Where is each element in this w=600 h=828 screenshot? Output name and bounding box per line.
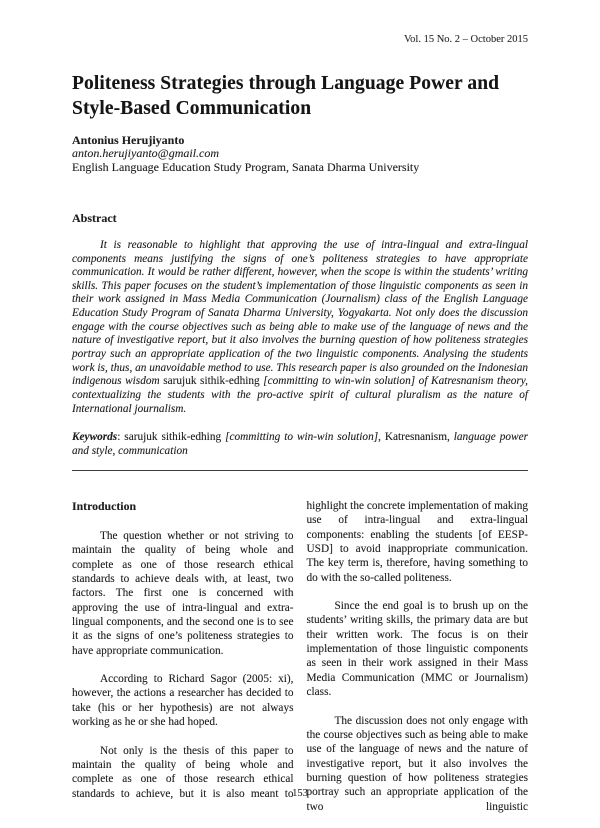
article-title: Politeness Strategies through Language Power and Style-Based Communication bbox=[72, 73, 500, 120]
abstract-text-part1: It is reasonable to highlight that approving the use of intra-lingual and extra-lingual components means justifying the signs of one’s politeness strategies to have appropriate communication. It would be rather different, however, when the scope is within the students’ writing skills. This paper focuses on the student’s implementation of those linguistic components as seen in their work assigned in Mass Media Communication (Journalism) class of the English Language Education Study Program of Sanata Dharma University, Yogyakarta. Not only does the discussion engage with the course objectives such as being able to make use of the language of news and the nature of investigative report, but it also involves the burning question of how politeness strategies portray such an appropriate application of the two linguistic components. Analysing the students work is, thus, an unavoidable method to use. This research paper is also grounded on the Indonesian indigenous wisdom bbox=[72, 238, 528, 388]
abstract-text-part2: [committing to win-win solution] of Katresnanism theory, contextualizing the students with the pro-active spirit of cultural pluralism as the nature of International journalism. bbox=[72, 375, 528, 415]
author-block bbox=[72, 134, 528, 174]
right-column bbox=[307, 499, 529, 828]
two-column-body bbox=[72, 499, 528, 828]
keywords-label: Keywords bbox=[72, 431, 118, 444]
abstract-indigenous-term: sarujuk sithik-edhing bbox=[163, 375, 260, 388]
body-paragraph: Not only is the thesis of this paper to maintain the quality of being whole and complete as one of those research ethical standards to achieve, but it is also meant to bbox=[72, 744, 294, 800]
author-affiliation: English Language Education Study Program, Sanata Dharma University bbox=[72, 159, 420, 174]
body-paragraph: Since the end goal is to brush up on the students’ writing skills, the primary data are but their written work. The focus is on their implementation of those linguistic components as seen in their work assigned in their Mass Media Communication (MMC or Journalism) class. bbox=[306, 600, 528, 699]
body-paragraph: The question whether or not striving to maintain the quality of being whole and complete as one of those research ethical standards to achieve deals with, at least, two factors. The first one is concerned with approving the use of intra-lingual and extra-lingual components, and the second one is to see it as the signs of one’s politeness strategies to have appropriate communication. bbox=[72, 529, 294, 657]
keywords-colon: : bbox=[117, 431, 125, 444]
keywords-middle: , Katresnanism, bbox=[378, 431, 454, 444]
left-column bbox=[72, 499, 294, 828]
abstract-paragraph bbox=[72, 239, 528, 417]
author-name: Antonius Herujiyanto bbox=[72, 133, 185, 148]
keywords-term: sarujuk sithik-edhing bbox=[124, 431, 222, 444]
body-paragraph: According to Richard Sagor (2005: xi), however, the actions a researcher has decided to take (his or her hypothesis) are not always working as he or she had hoped. bbox=[72, 673, 294, 729]
section-divider-rule bbox=[72, 470, 528, 471]
introduction-heading: Introduction bbox=[72, 498, 137, 513]
keywords-gloss: [committing to win-win solution] bbox=[221, 431, 379, 444]
page-number: 153 bbox=[292, 788, 308, 799]
abstract-heading: Abstract bbox=[72, 210, 117, 225]
keywords-line bbox=[72, 430, 528, 458]
journal-issue-header: Vol. 15 No. 2 – October 2015 bbox=[403, 34, 528, 45]
author-email: anton.herujiyanto@gmail.com bbox=[72, 146, 220, 161]
body-paragraph: highlight the concrete implementation of making use of intra-lingual and extra-lingual components: enabling the students [of EESP-USD] to avoid inappropriate communication. The key term is, therefore, having something to do with the so-called politeness. bbox=[306, 499, 528, 584]
keywords-tail: language power and style, communication bbox=[72, 431, 528, 458]
body-paragraph: The discussion does not only engage with the course objectives such as being able to make use of the language of news and the nature of investigative report, but it also involves the burning question of how politeness strategies portray such an appropriate application of the two linguistic bbox=[306, 714, 528, 813]
